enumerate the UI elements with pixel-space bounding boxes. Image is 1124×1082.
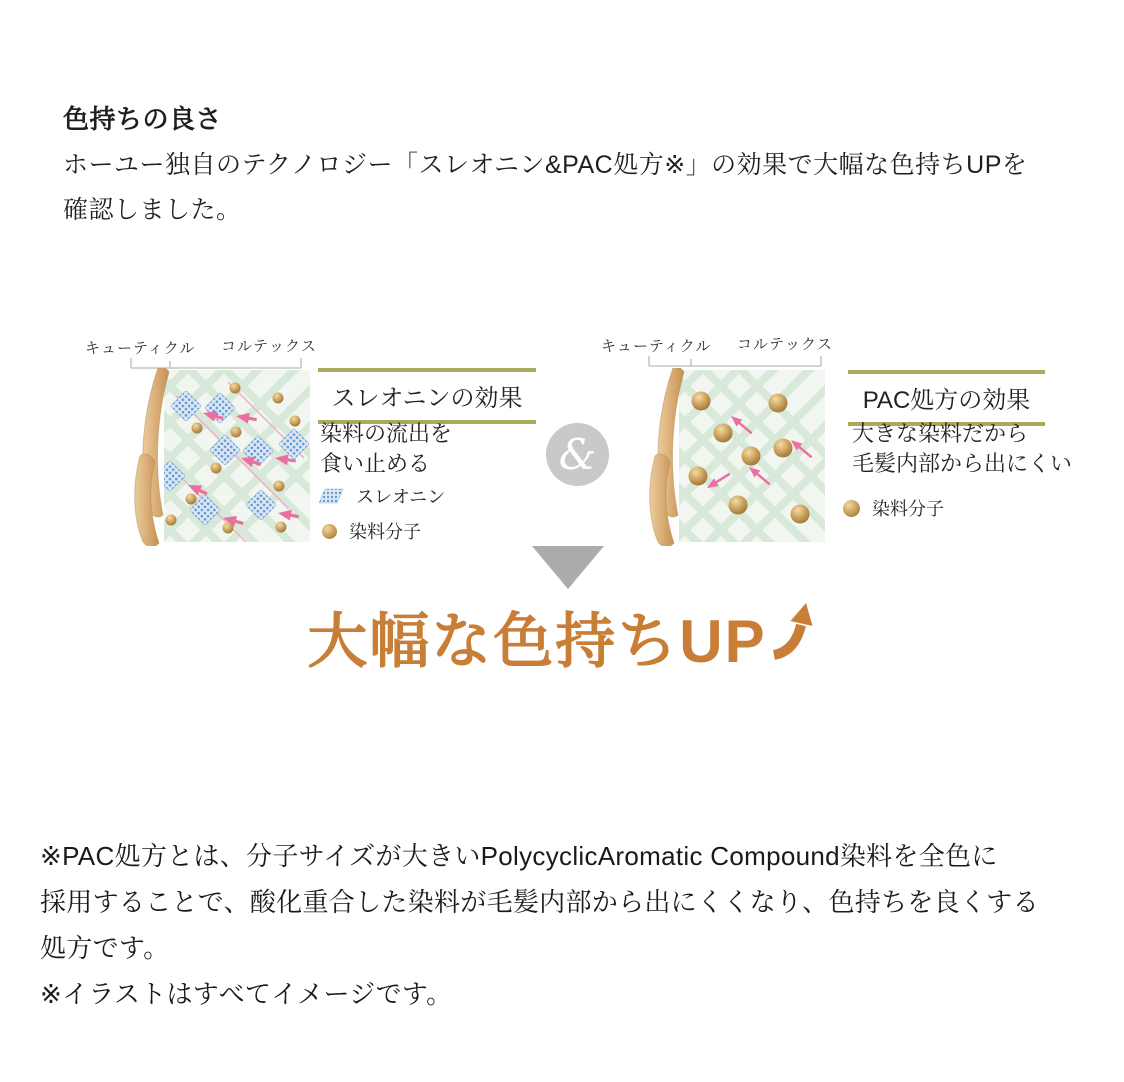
dye-molecule-icon: [322, 524, 337, 539]
section-heading: 色持ちの良さ: [63, 104, 223, 134]
cortex-label-right: コルテックス: [737, 336, 833, 353]
headline-text: 大幅な色持ちUP: [307, 608, 767, 675]
dye-molecule-icon: [843, 500, 860, 517]
legend-item: [843, 495, 944, 521]
cuticle-scales-icon: [650, 368, 684, 546]
legend-item: [318, 483, 445, 509]
cuticle-label-right: キューティクル: [601, 338, 712, 355]
threonine-swatch-icon: [318, 487, 344, 505]
effect-description-pac: [852, 419, 1072, 479]
desc-line: 染料の流出を: [320, 421, 453, 446]
effect-title-pac: PAC処方の効果: [848, 370, 1045, 426]
cortex-label-left: コルテックス: [221, 338, 317, 355]
legend-right: [843, 495, 944, 521]
desc-line: 毛髪内部から出にくい: [852, 451, 1073, 476]
desc-line: 食い止める: [320, 451, 431, 476]
effect-description-threonine: [320, 419, 452, 479]
intro-line-1: ホーユー独自のテクノロジー「スレオニン&PAC処方※」の効果で大幅な色持ちUPを: [63, 151, 1028, 179]
legend-label: 染料分子: [872, 499, 944, 519]
footnote-line: ※イラストはすべてイメージです。: [40, 979, 453, 1009]
cuticle-scales-icon: [135, 368, 169, 546]
legend-label: スレオニン: [356, 487, 446, 507]
effect-title-threonine: スレオニンの効果: [318, 368, 536, 424]
legend-left: [318, 483, 445, 544]
down-triangle-icon: [532, 546, 604, 589]
desc-line: 大きな染料だから: [852, 421, 1029, 446]
intro-paragraph: [63, 143, 1027, 233]
legend-label: 染料分子: [349, 522, 421, 542]
footnote-line: ※PAC処方とは、分子サイズが大きいPolycyclicAromatic Compound染料を全色に: [40, 841, 998, 871]
bracket-icon: [648, 352, 822, 368]
ampersand-badge: &: [546, 423, 609, 486]
curved-up-right-arrow-icon: [771, 601, 817, 661]
result-headline: [0, 594, 1124, 680]
footnote-line: 採用することで、酸化重合した染料が毛髪内部から出にくくなり、色持ちを良くする: [40, 887, 1039, 917]
legend-item: [318, 518, 445, 544]
intro-line-2: 確認しました。: [63, 196, 242, 224]
hair-structure-illustration-pac: [643, 368, 828, 546]
footnotes: [40, 833, 1039, 1017]
footnote-line: 処方です。: [40, 933, 170, 963]
hair-structure-illustration-threonine: [128, 368, 313, 546]
cuticle-label-left: キューティクル: [85, 340, 196, 357]
